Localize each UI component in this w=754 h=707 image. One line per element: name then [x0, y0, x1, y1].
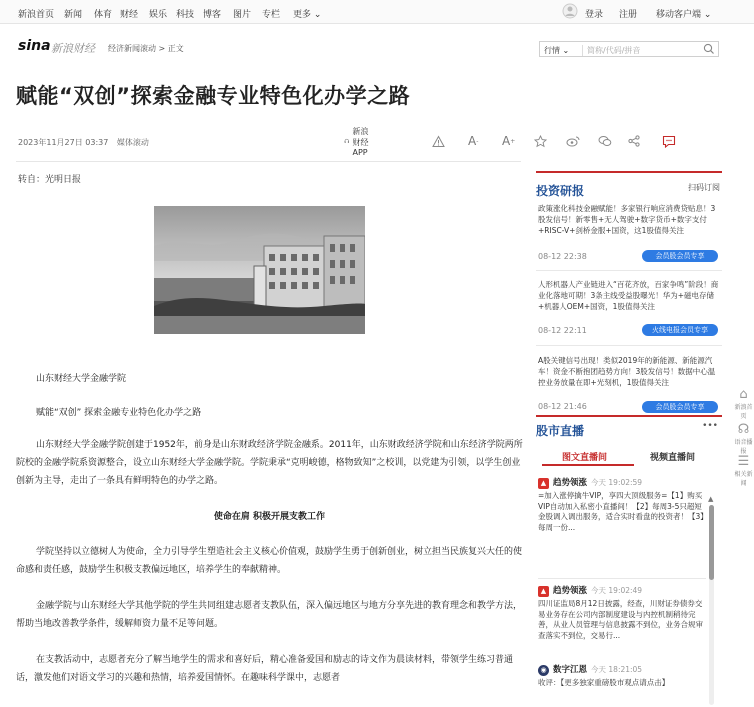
feed-time: 今天 19:02:59	[591, 478, 643, 488]
search-input[interactable]: 简称/代码/拼音	[582, 45, 640, 56]
scrollbar-thumb[interactable]	[709, 505, 714, 580]
sina-finance-logo-text: 新浪财经	[51, 42, 95, 55]
live-avatar-icon: ▲	[538, 478, 549, 489]
research-card-text[interactable]: A股关键信号出现！类似2019年的新能源、新能源汽车！资金不断抱团趋势方向！3股发信号！数据中心温控业务放量在即+光刻机，1股值得关注	[538, 356, 716, 387]
article-paragraph-1: 山东财经大学金融学院创建于1952年，前身是山东财政经济学院金融系。2011年，山东财政经济学院和山东经济学院两所院校的金融学院系资源整合，设立山东财经大学金融学院。学院秉承“克明峻德，格物致知”之校训，以党建为引领，以学生创业创新为主导，走出了一条具有鲜明特色的办学之路。	[16, 440, 523, 486]
article-date: 2023年11月27日 03:37	[18, 138, 109, 147]
article-meta	[18, 137, 149, 148]
headphones-icon: ☊	[737, 422, 750, 437]
tab-video-live[interactable]: 视频直播间	[650, 453, 696, 463]
research-subscribe-link[interactable]: 扫码订阅	[688, 183, 720, 192]
avatar[interactable]	[562, 3, 578, 22]
register-link[interactable]: 注册	[619, 10, 638, 20]
nav-news[interactable]: 新闻	[64, 10, 83, 20]
nav-finance[interactable]: 财经	[120, 10, 139, 20]
search-icon[interactable]	[703, 43, 715, 55]
login-link[interactable]: 登录	[585, 10, 604, 20]
research-card-text[interactable]: 政策涨化科技金融赋能！多家银行响应消费贷贴息！3股发信号！新零售+无人驾驶+数字货币+数字支付+RISC-V+剑桥金服+国资，这1股值得关注	[538, 204, 716, 235]
article-paragraph-2: 学院坚持以立德树人为使命，全力引导学生塑造社会主义核心价值观，鼓励学生勇于创新创业，树立担当民族复兴大任的使命感和责任感，鼓励学生积极支教偏远地区，培养学生的奉献精神。	[16, 547, 523, 575]
weibo-share-icon[interactable]	[566, 131, 580, 151]
share-icon[interactable]	[628, 131, 640, 151]
article-paragraph-3: 金融学院与山东财经大学其他学院的学生共同组建志愿者支教队伍，深入偏远地区与地方分享先进的教育理念和教学方法，帮助当地改善教学条件，缓解师资力量不足等问题。	[16, 601, 523, 629]
mobile-client-dropdown[interactable]: 移动客户端 ⌄	[656, 10, 712, 20]
app-label: 新浪财经APP	[352, 126, 369, 157]
research-card-date: 08-12 21:46	[538, 402, 587, 411]
live-avatar-icon: ▲	[538, 586, 549, 597]
nav-blog[interactable]: 博客	[203, 10, 222, 20]
live-avatar-icon: ◉	[538, 665, 549, 676]
font-smaller-icon[interactable]: A -	[468, 134, 479, 148]
more-options-icon[interactable]: •••	[702, 421, 718, 431]
headphones-icon	[344, 135, 350, 147]
title-divider	[16, 161, 521, 162]
feed-time: 今天 18:21:05	[591, 665, 643, 675]
article-title: 赋能“双创”探索金融专业特色化办学之路	[16, 84, 411, 108]
feed-text: 收评：【更多独家重磅股市观点请点击】	[538, 678, 670, 687]
live-feed-scrollbar[interactable]	[709, 505, 714, 705]
top-navigation-bar	[0, 0, 754, 24]
report-icon[interactable]	[432, 131, 445, 151]
sidebar-voice-label: 语音播报	[734, 439, 753, 455]
research-top-line	[536, 171, 722, 173]
research-card-date: 08-12 22:38	[538, 252, 587, 261]
nav-columns[interactable]: 专栏	[262, 10, 281, 20]
live-feed-item[interactable]	[538, 478, 706, 533]
wechat-share-icon[interactable]	[598, 131, 612, 151]
research-title: 投资研报	[536, 184, 585, 198]
feed-time: 今天 19:02:49	[591, 586, 643, 596]
tab-text-live[interactable]: 图文直播间	[562, 453, 608, 463]
active-tab-indicator	[542, 464, 634, 466]
divider	[536, 270, 722, 271]
feed-text: 四川证监局8月12日披露，经查，川财证券债券交易业务存在公司内部制度建设与内控机制稍待完善，从业人员管理与信息披露不到位，业务合规审查落实不到位，交易行...	[538, 599, 703, 640]
live-feed-item[interactable]	[538, 665, 706, 689]
nav-sports[interactable]: 体育	[94, 10, 113, 20]
site-header	[0, 34, 754, 64]
feed-text: =加入涨停擒牛VIP，享四大顶级服务=【1】购买VIP自动加入私密小直播间！【2】每周3-5只超短金股调入调出服务，适合实时看盘的投资者！【3】每周一份...	[538, 491, 705, 532]
nav-pictures[interactable]: 图片	[233, 10, 252, 20]
search-type-select[interactable]: 行情 ⌄	[544, 46, 570, 55]
comment-icon[interactable]	[662, 131, 676, 151]
live-feed-item[interactable]	[538, 586, 706, 651]
section-heading: 使命在肩 积极开展支教工作	[213, 512, 326, 522]
feed-author: 趋势领涨	[553, 586, 588, 597]
repost-source: 转自：光明日报	[18, 175, 82, 185]
breadcrumb[interactable]: 经济新闻滚动 > 正文	[108, 44, 184, 53]
research-card-date: 08-12 22:11	[538, 326, 587, 335]
nav-sina-home[interactable]: 新浪首页	[18, 10, 55, 20]
sina-logo[interactable]: sina	[18, 38, 51, 54]
document-icon: ☰	[737, 454, 750, 469]
divider	[536, 345, 722, 346]
home-icon: ⌂	[739, 387, 748, 402]
member-exclusive-button[interactable]: 会员股会员专享	[642, 250, 718, 262]
sidebar-related-label: 相关新闻	[734, 471, 753, 487]
quote-search-box	[539, 41, 719, 57]
nav-more-dropdown[interactable]: 更多 ⌄	[293, 10, 322, 20]
research-card[interactable]	[538, 355, 721, 417]
research-card[interactable]	[538, 279, 721, 341]
member-exclusive-button[interactable]: 火线电报会员专享	[642, 324, 718, 336]
member-exclusive-button[interactable]: 会员股会员专享	[642, 401, 718, 413]
photo-caption: 山东财经大学金融学院	[36, 374, 127, 384]
scroll-up-icon[interactable]: ▲	[708, 495, 714, 503]
sidebar-voice-button[interactable]	[733, 423, 754, 455]
app-download-button[interactable]	[344, 126, 374, 157]
article-paragraph-4: 在支教活动中，志愿者充分了解当地学生的需求和喜好后，精心准备爱国和励志的诗文作为晨读材料，带领学生练习普通话，激发他们对语文学习的兴趣和热情，培养爱国情怀。在趣味科学课中，志愿者	[16, 655, 514, 683]
research-card-text[interactable]: 人形机器人产业链进入“百花齐放，百家争鸣”阶段！商业化落地可期！3条主线受益股曝光！华为+磁电存储+机器人OEM+国资，1股值得关注	[538, 280, 719, 311]
live-title: 股市直播	[536, 424, 585, 438]
research-header	[536, 180, 722, 196]
divider	[538, 578, 706, 579]
research-card[interactable]	[538, 203, 721, 265]
sidebar-home-label: 新浪首页	[734, 404, 753, 420]
live-tabs	[538, 448, 708, 466]
font-larger-icon[interactable]: A +	[502, 134, 516, 148]
nav-entertainment[interactable]: 娱乐	[149, 10, 168, 20]
article-subtitle: 赋能“双创” 探索金融专业特色化办学之路	[36, 408, 202, 418]
nav-tech[interactable]: 科技	[176, 10, 195, 20]
feed-author: 数字江恩	[553, 665, 588, 676]
article-source[interactable]: 媒体滚动	[116, 138, 149, 147]
live-header	[536, 420, 722, 438]
sidebar-related-button[interactable]	[733, 455, 754, 487]
sidebar-home-button[interactable]	[733, 388, 754, 420]
favorite-star-icon[interactable]	[534, 131, 547, 151]
feed-author: 趋势领涨	[553, 478, 588, 489]
article-photo	[154, 206, 365, 334]
live-top-line	[536, 415, 722, 417]
